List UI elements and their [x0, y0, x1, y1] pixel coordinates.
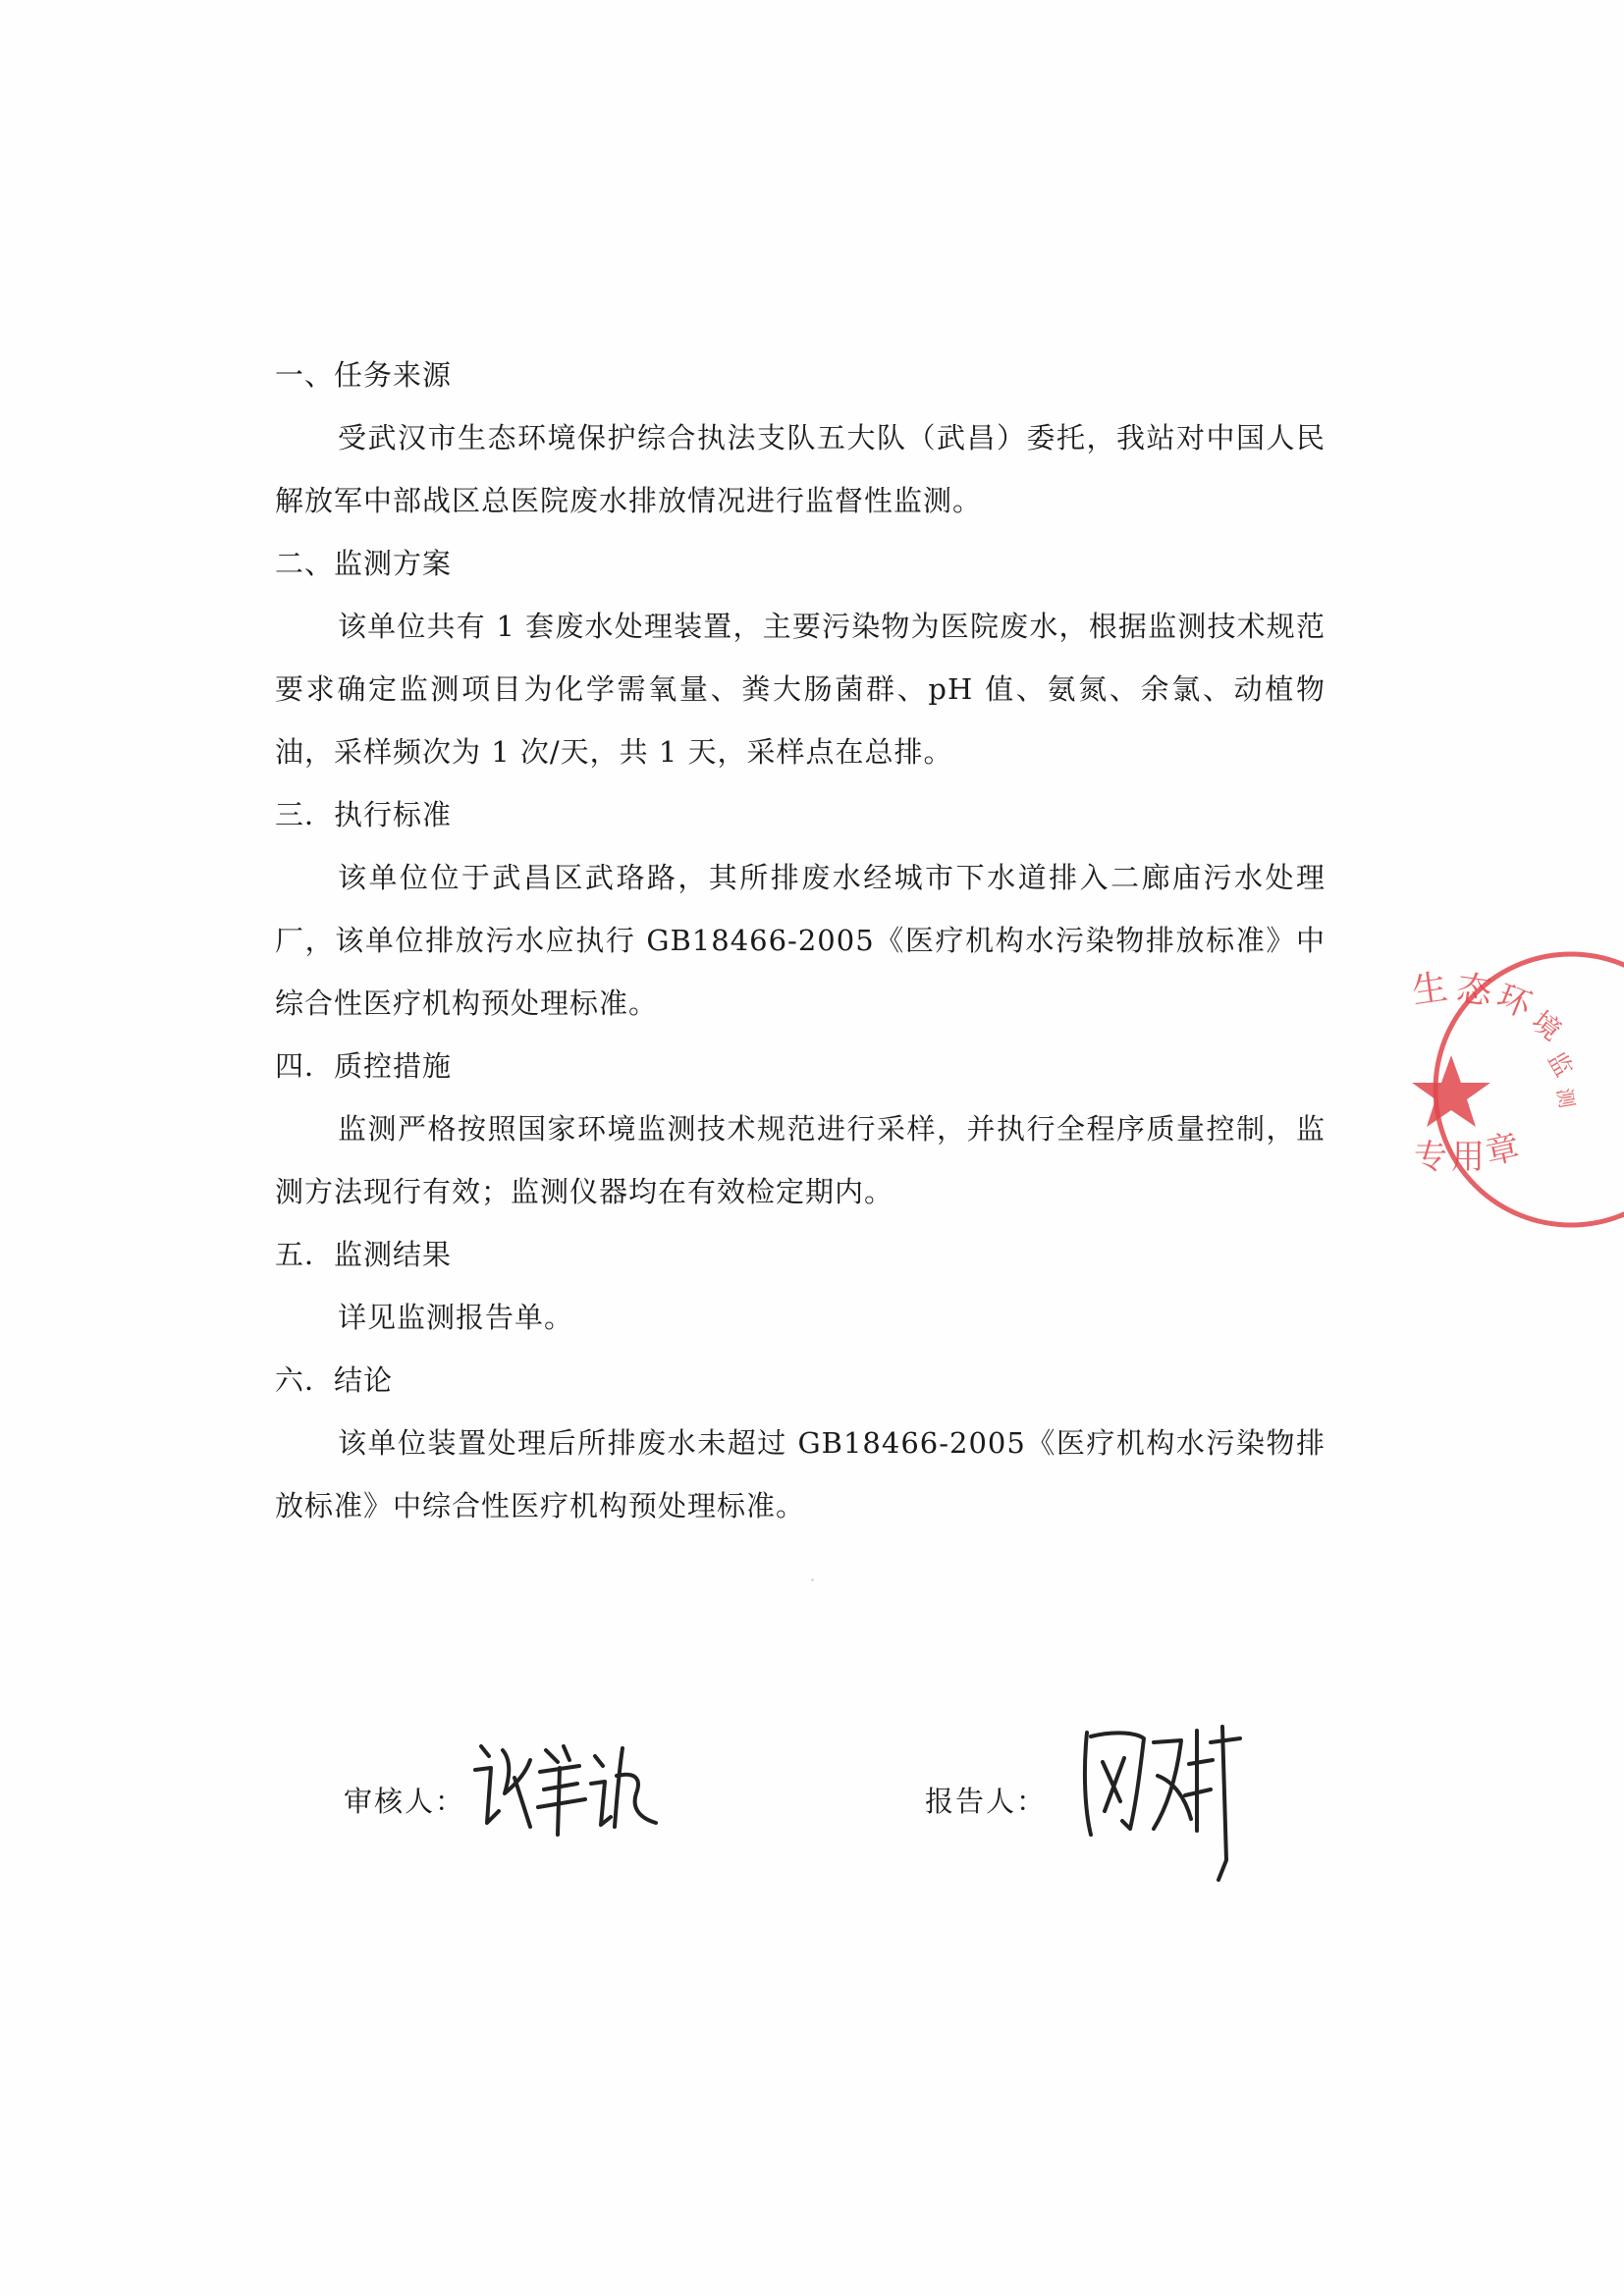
section-conclusion: [275, 1349, 1326, 1537]
section-paragraph: 详见监测报告单。: [338, 1301, 574, 1334]
svg-text:生: 生: [1409, 967, 1450, 1012]
svg-text:监: 监: [1542, 1047, 1579, 1082]
section-paragraph: 监测严格按照国家环境监测技术规范进行采样，并执行全程序质量控制，监测方法现行有效；监测仪器均在有效检定期内。: [275, 1112, 1326, 1208]
svg-text:环: 环: [1490, 977, 1538, 1027]
section-paragraph: 受武汉市生态环境保护综合执法支队五大队（武昌）委托，我站对中国人民解放军中部战区总医院废水排放情况进行监督性监测。: [275, 421, 1326, 517]
svg-text:专: 专: [1414, 1138, 1447, 1177]
seal-graphic: [1375, 942, 1624, 1237]
reporter-signature: [1075, 1713, 1252, 1890]
report-body: [275, 344, 1326, 1537]
reviewer-signature: [469, 1733, 666, 1841]
reviewer-label: 审核人：: [344, 1785, 466, 1818]
section-heading: 四．质控措施: [275, 1049, 453, 1083]
svg-text:境: 境: [1525, 1004, 1568, 1047]
section-heading: 一、任务来源: [275, 358, 453, 392]
section-standard: [275, 783, 1326, 1035]
reporter-label: 报告人：: [925, 1785, 1048, 1818]
section-heading: 六．结论: [275, 1363, 394, 1397]
section-heading: 二、监测方案: [275, 547, 453, 580]
section-paragraph: 该单位位于武昌区武珞路，其所排废水经城市下水道排入二廊庙污水处理厂，该单位排放污水应执行 GB18466-2005《医疗机构水污染物排放标准》中综合性医疗机构预处理标准。: [275, 861, 1326, 1020]
svg-text:态: 态: [1453, 968, 1495, 1013]
scan-speck: [811, 1578, 814, 1581]
svg-text:章: 章: [1482, 1127, 1524, 1173]
section-task-source: [275, 344, 1326, 532]
official-seal: [1375, 942, 1624, 1237]
section-heading: 三．执行标准: [275, 798, 453, 831]
section-paragraph: 该单位装置处理后所排废水未超过 GB18466-2005《医疗机构水污染物排放标准》中综合性医疗机构预处理标准。: [275, 1426, 1326, 1522]
section-results: [275, 1223, 1326, 1349]
section-monitoring-plan: [275, 532, 1326, 783]
signature-block: [0, 1713, 1624, 1890]
section-paragraph: 该单位共有 1 套废水处理装置，主要污染物为医院废水，根据监测技术规范要求确定监测项目为化学需氧量、粪大肠菌群、pH 值、氨氮、余氯、动植物油，采样频次为 1 次/天，共 1 天，采样点在总排。: [275, 610, 1326, 769]
svg-text:用: 用: [1451, 1138, 1485, 1177]
section-quality-control: [275, 1035, 1326, 1223]
svg-text:测: 测: [1552, 1086, 1580, 1110]
section-heading: 五．监测结果: [275, 1238, 453, 1271]
